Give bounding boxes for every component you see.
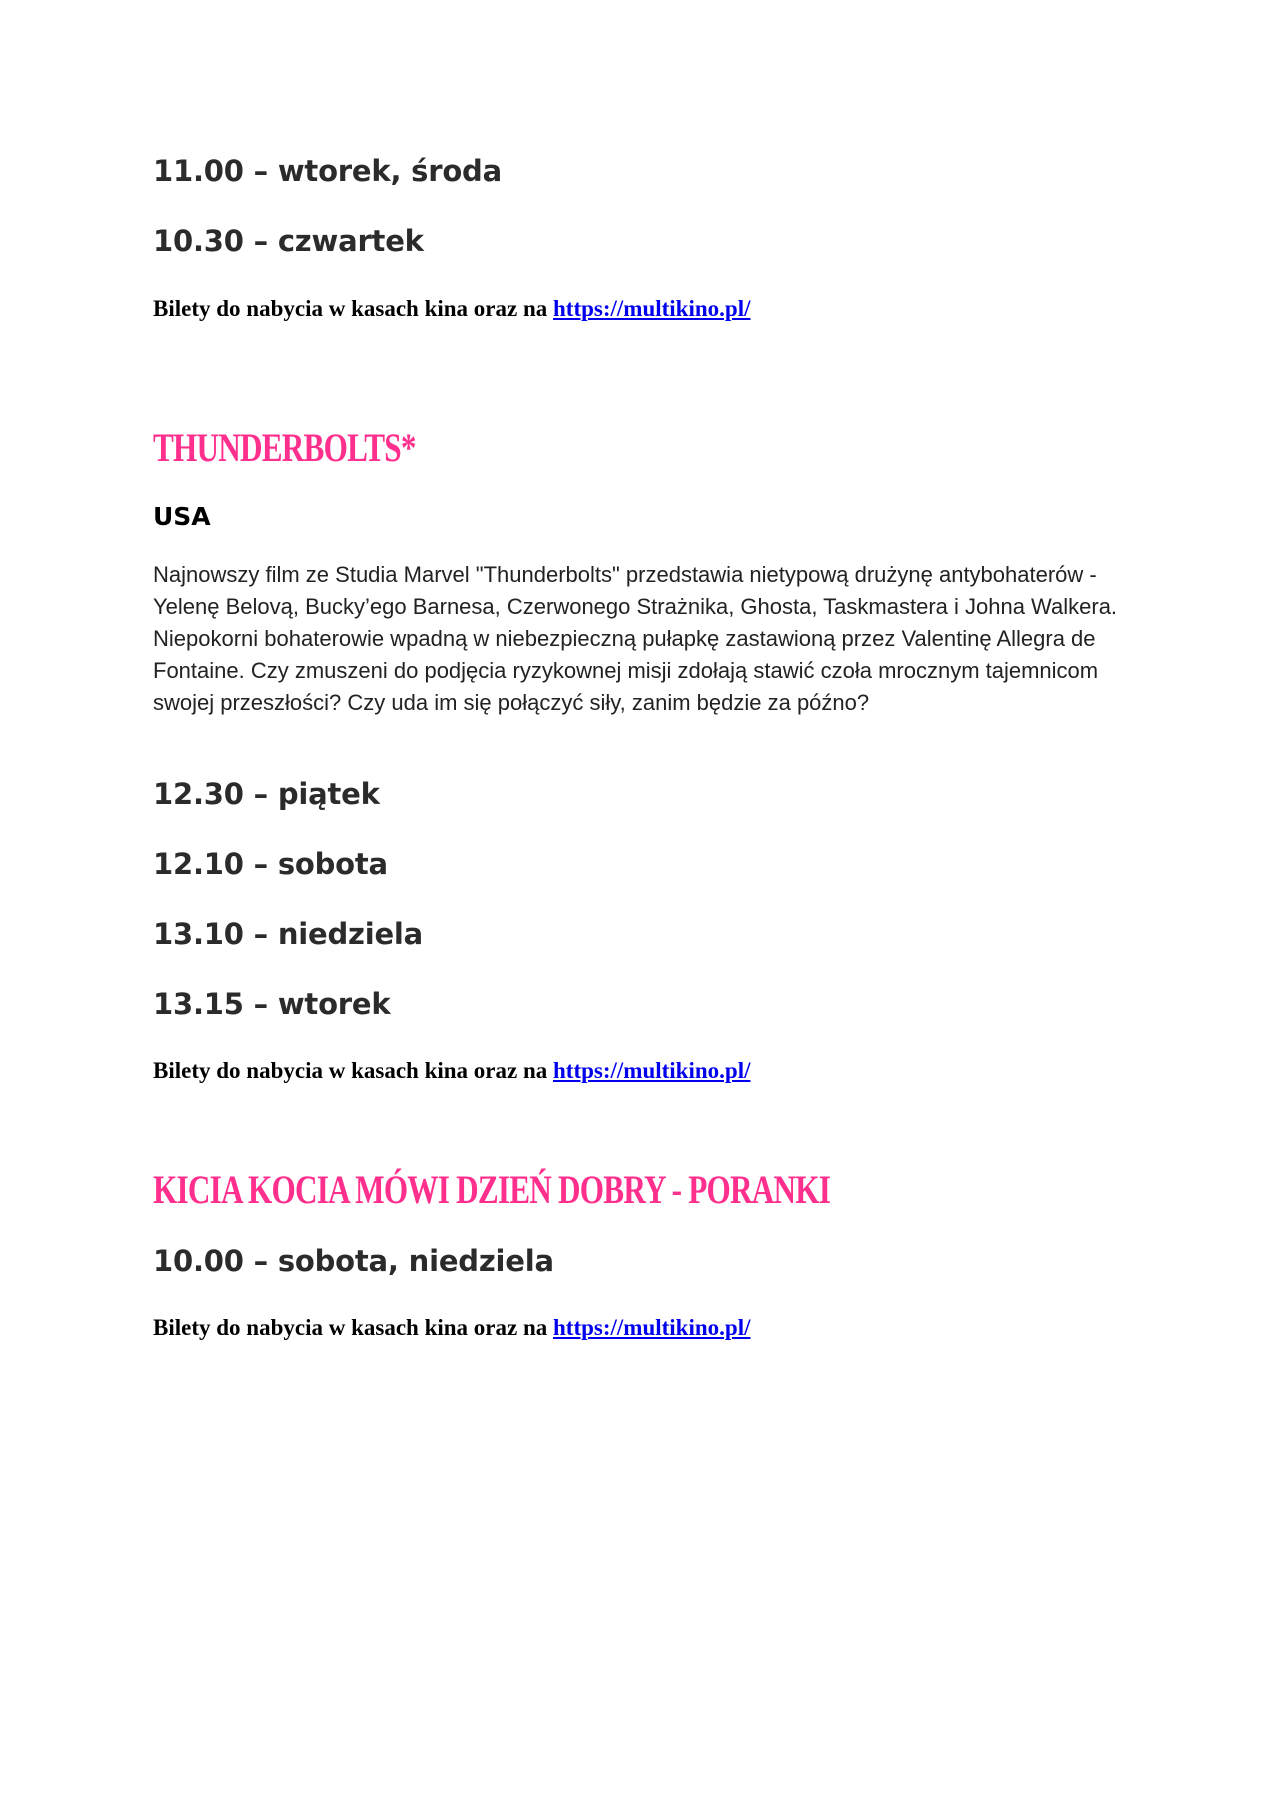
tickets-text: Bilety do nabycia w kasach kina oraz na (153, 1315, 553, 1340)
tickets-info (153, 1315, 750, 1341)
showtime: 10.00 – sobota, niedziela (153, 1244, 554, 1278)
movie-title: KICIA KOCIA MÓWI DZIEŃ DOBRY - PORANKI (153, 1167, 831, 1212)
tickets-link[interactable]: https://multikino.pl/ (553, 296, 751, 321)
tickets-link[interactable]: https://multikino.pl/ (553, 1058, 751, 1083)
movie-title: THUNDERBOLTS* (153, 425, 416, 470)
showtime: 11.00 – wtorek, środa (153, 154, 502, 188)
movie-description: Najnowszy film ze Studia Marvel "Thunderbolts" przedstawia nietypową drużynę antybohaterów - Yelenę Belovą, Bucky’ego Barnesa, Czerwonego Strażnika, Ghosta, Taskmastera i Johna Walkera. Niepokorni bohaterowie wpadną w niebezpieczną pułapkę zastawioną przez Valentinę Allegra de Fontaine. Czy zmuszeni do podjęcia ryzykownej misji zdołają stawić czoła mrocznym tajemnicom swojej przeszłości? Czy uda im się połączyć siły, zanim będzie za późno? (153, 562, 1118, 715)
tickets-text: Bilety do nabycia w kasach kina oraz na (153, 296, 553, 321)
showtime: 12.10 – sobota (153, 847, 388, 881)
showtime: 12.30 – piątek (153, 777, 380, 811)
movie-country: USA (153, 502, 211, 531)
showtime: 10.30 – czwartek (153, 224, 424, 258)
showtime: 13.15 – wtorek (153, 987, 391, 1021)
tickets-info (153, 1058, 750, 1084)
showtime: 13.10 – niedziela (153, 917, 424, 951)
tickets-text: Bilety do nabycia w kasach kina oraz na (153, 1058, 553, 1083)
tickets-info (153, 296, 750, 322)
tickets-link[interactable]: https://multikino.pl/ (553, 1315, 751, 1340)
